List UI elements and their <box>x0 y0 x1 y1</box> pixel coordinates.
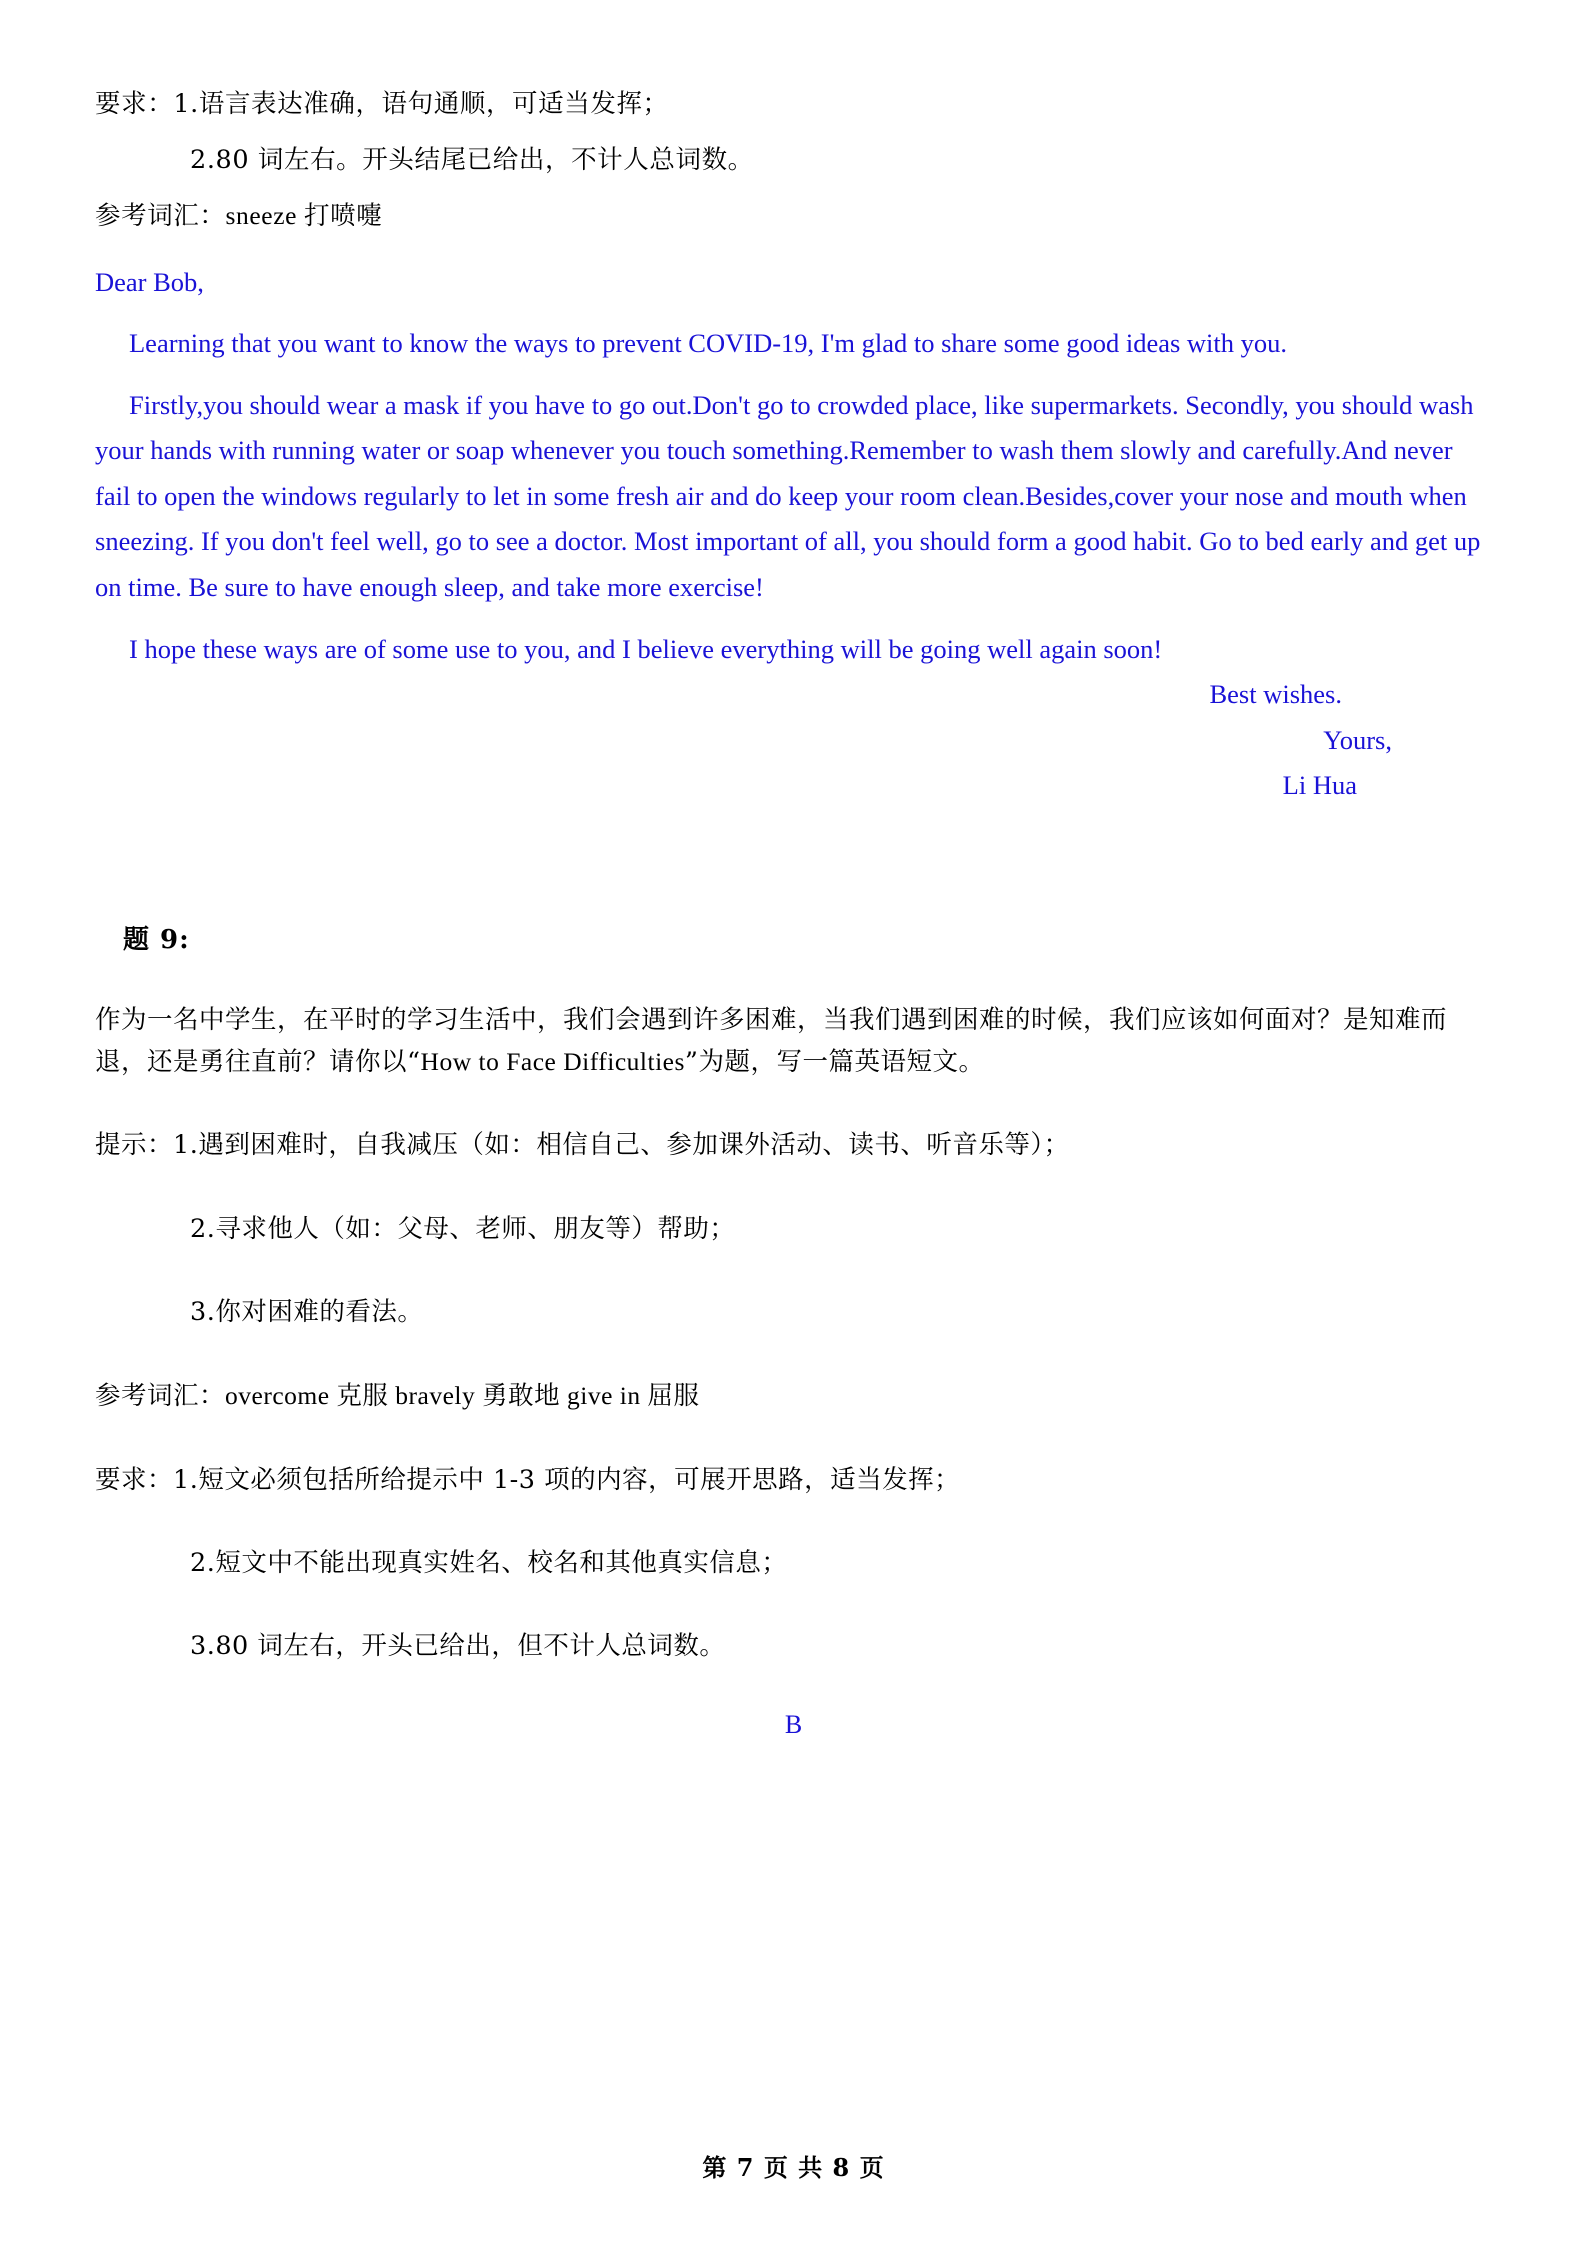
letter-paragraph-1: Learning that you want to know the ways to prevent COVID-19, I'm glad to share some good ideas with you. <box>129 328 1288 359</box>
question-9-title: 题 9: <box>123 924 190 955</box>
q9-requirement-3: 3.80 词左右，开头已给出，但不计人总词数。 <box>190 1631 726 1662</box>
q9-hint-3: 3.你对困难的看法。 <box>190 1297 424 1328</box>
q9-prompt <box>95 1000 1492 1084</box>
sample-letter <box>95 260 1492 809</box>
q9-prompt-line-2-prefix: 何面对？是知难而退，还是勇往直前？请你以“ <box>95 1004 1448 1078</box>
q9-hint-2: 2.寻求他人（如：父母、老师、朋友等）帮助； <box>190 1213 736 1244</box>
q9-requirement-2-line <box>95 1543 1492 1584</box>
q9-hint-3-line <box>95 1292 1492 1333</box>
question-9-body <box>95 1000 1492 1740</box>
q8-requirement-2-line <box>95 144 1492 175</box>
q8-vocab-label: 参考词汇： <box>95 201 226 231</box>
letter-signature-name: Li Hua <box>1282 770 1357 801</box>
q8-requirements-line-1 <box>95 89 1492 119</box>
q9-hint-2-line <box>95 1209 1492 1250</box>
q8-vocab-value: sneeze 打喷嚏 <box>225 201 383 230</box>
q8-requirement-2: 2.80 词左右。开头结尾已给出，不计人总词数。 <box>190 144 754 175</box>
q9-prompt-line-1: 作为一名中学生，在平时的学习生活中，我们会遇到许多困难，当我们遇到困难的时候，我们应该如 <box>95 1004 1240 1035</box>
q9-vocab-value: overcome 克服 bravely 勇敢地 give in 屈服 <box>225 1381 700 1411</box>
letter-signoff-yours: Yours, <box>1323 724 1392 755</box>
letter-signoff-best-wishes: Best wishes. <box>1209 679 1342 710</box>
q9-requirements-label: 要求： <box>95 1464 174 1495</box>
question-9-block <box>95 919 1492 1740</box>
q9-requirement-3-line <box>95 1626 1492 1667</box>
q9-prompt-line-2-suffix: ”为题，写一篇英语短文。 <box>684 1047 985 1078</box>
letter-greeting: Dear Bob, <box>95 266 204 297</box>
question-8-block <box>95 89 1492 809</box>
q9-hints-line-1 <box>95 1125 1492 1166</box>
q9-answer-mark: B <box>784 1709 803 1739</box>
letter-paragraph-2: Firstly,you should wear a mask if you have to go out.Don't go to crowded place, like supermarkets. Secondly, you should wash your hands with running water or soap whenever you touch something.Remember to wash them slowly and carefully.And never fail to open the windows regularly to let in some fresh air and do keep your room clean.Besides,cover your nose and mouth when sneezing. If you don't feel well, go to see a doctor. Most important of all, you should form a good habit. Go to bed early and get up on time. Be sure to have enough sleep, and take more exercise! <box>95 389 1481 602</box>
q9-vocab-label: 参考词汇： <box>95 1381 226 1412</box>
q8-vocab-line <box>95 203 1492 230</box>
q9-hint-1: 1.遇到困难时，自我减压（如：相信自己、参加课外活动、读书、听音乐等）； <box>173 1130 1070 1161</box>
q8-requirement-1: 1.语言表达准确，语句通顺，可适当发挥； <box>173 89 669 119</box>
q9-vocab-line <box>95 1375 1492 1417</box>
q9-requirement-2: 2.短文中不能出现真实姓名、校名和其他真实信息； <box>190 1547 788 1578</box>
q9-hints-label: 提示： <box>95 1130 174 1161</box>
q9-requirement-1: 1.短文必须包括所给提示中 1-3 项的内容，可展开思路，适当发挥； <box>173 1464 961 1495</box>
page-footer: 第 7 页 共 8 页 <box>702 2153 885 2182</box>
q8-requirements-label: 要求： <box>95 89 174 119</box>
q9-requirements-line-1 <box>95 1460 1492 1501</box>
letter-paragraph-3: I hope these ways are of some use to you, and I believe everything will be going well again soon! <box>129 633 1163 664</box>
q9-prompt-topic: How to Face Difficulties <box>420 1047 685 1077</box>
